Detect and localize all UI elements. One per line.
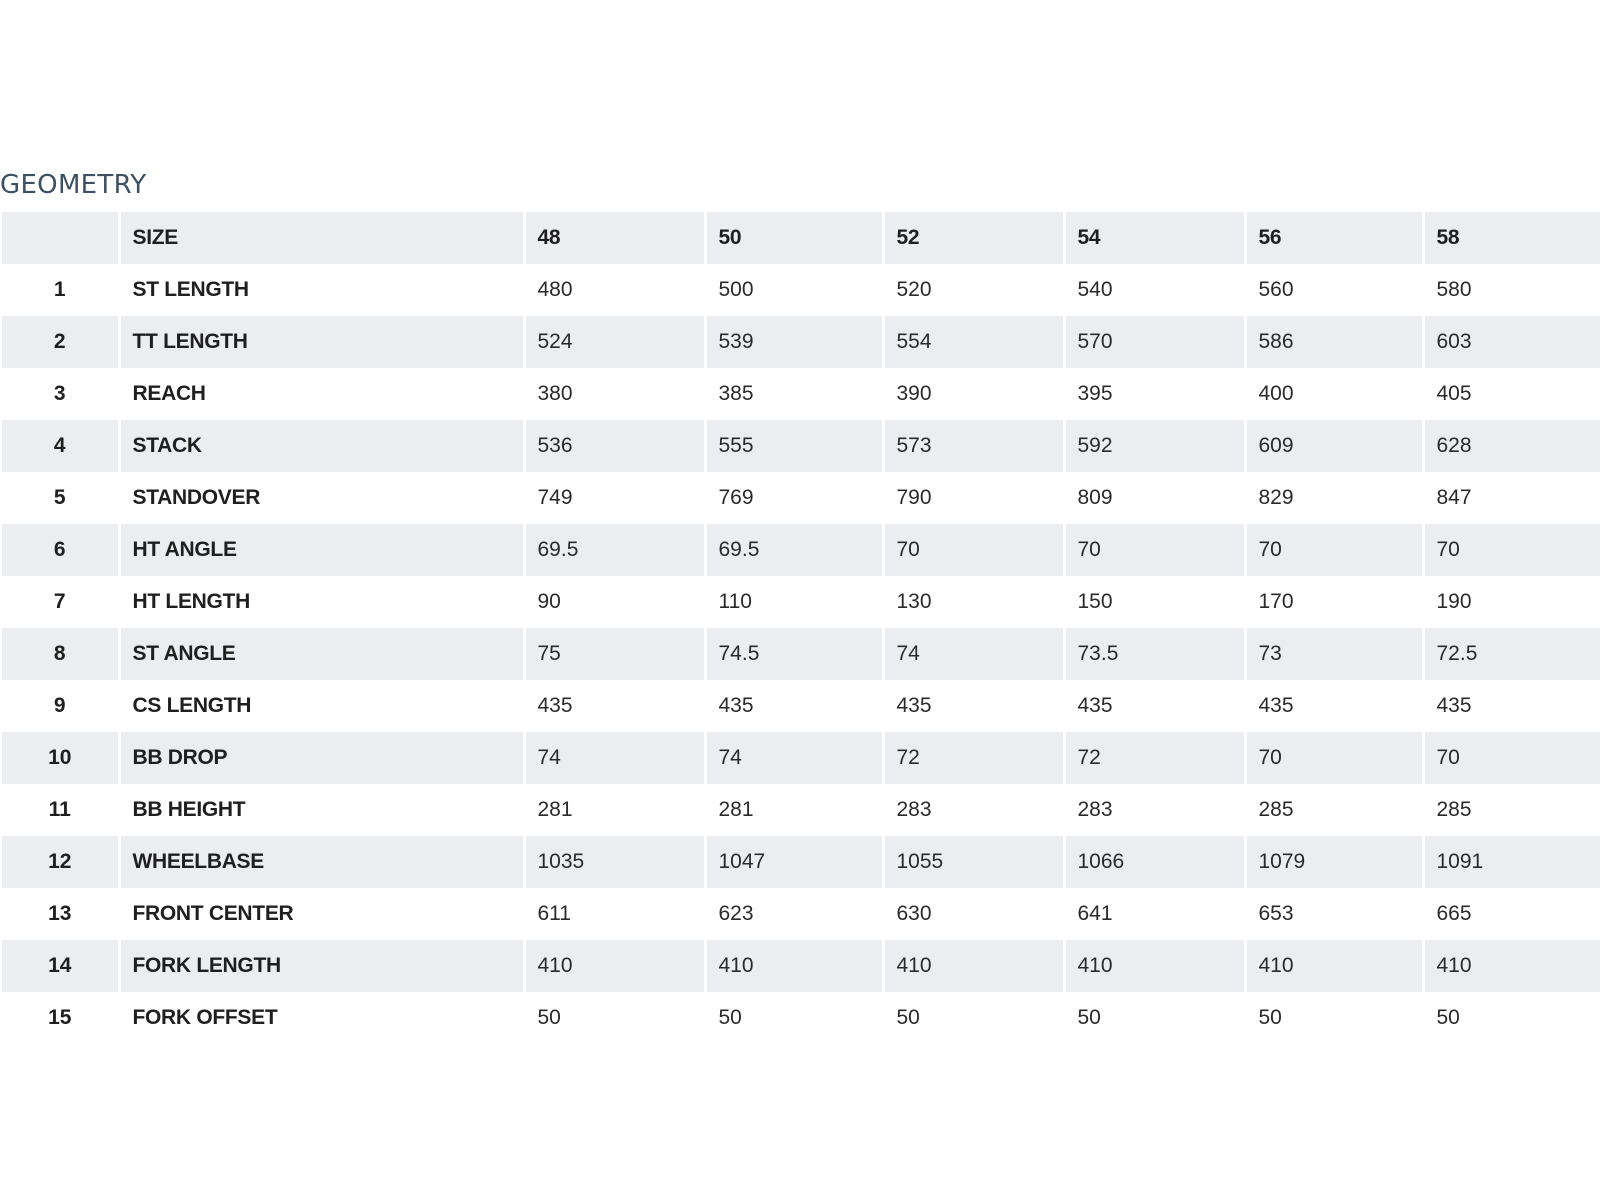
table-row xyxy=(2,316,1600,368)
value-cell-size-54: 592 xyxy=(1064,420,1245,472)
row-label: FORK OFFSET xyxy=(119,992,524,1044)
row-label: ST ANGLE xyxy=(119,628,524,680)
value-cell-size-56: 70 xyxy=(1245,732,1423,784)
value-cell-size-56: 653 xyxy=(1245,888,1423,940)
value-cell-size-52: 130 xyxy=(883,576,1064,628)
table-row xyxy=(2,472,1600,524)
value-cell-size-56: 609 xyxy=(1245,420,1423,472)
header-size-52: 52 xyxy=(883,212,1064,264)
row-label: HT LENGTH xyxy=(119,576,524,628)
table-header-row xyxy=(2,212,1600,264)
value-cell-size-52: 410 xyxy=(883,940,1064,992)
value-cell-size-54: 641 xyxy=(1064,888,1245,940)
table-row xyxy=(2,940,1600,992)
value-cell-size-56: 1079 xyxy=(1245,836,1423,888)
value-cell-size-50: 281 xyxy=(705,784,883,836)
value-cell-size-52: 70 xyxy=(883,524,1064,576)
row-number: 15 xyxy=(2,992,119,1044)
value-cell-size-54: 50 xyxy=(1064,992,1245,1044)
value-cell-size-52: 790 xyxy=(883,472,1064,524)
value-cell-size-50: 769 xyxy=(705,472,883,524)
row-label: FORK LENGTH xyxy=(119,940,524,992)
value-cell-size-50: 74.5 xyxy=(705,628,883,680)
value-cell-size-52: 1055 xyxy=(883,836,1064,888)
value-cell-size-54: 540 xyxy=(1064,264,1245,316)
row-number: 11 xyxy=(2,784,119,836)
value-cell-size-58: 72.5 xyxy=(1423,628,1600,680)
row-number: 4 xyxy=(2,420,119,472)
table-row xyxy=(2,420,1600,472)
value-cell-size-48: 536 xyxy=(524,420,705,472)
value-cell-size-54: 150 xyxy=(1064,576,1245,628)
row-number: 9 xyxy=(2,680,119,732)
table-row xyxy=(2,264,1600,316)
header-index-cell xyxy=(2,212,119,264)
row-number: 8 xyxy=(2,628,119,680)
value-cell-size-52: 72 xyxy=(883,732,1064,784)
value-cell-size-56: 560 xyxy=(1245,264,1423,316)
value-cell-size-58: 1091 xyxy=(1423,836,1600,888)
value-cell-size-50: 623 xyxy=(705,888,883,940)
value-cell-size-52: 283 xyxy=(883,784,1064,836)
value-cell-size-56: 170 xyxy=(1245,576,1423,628)
value-cell-size-48: 611 xyxy=(524,888,705,940)
row-number: 14 xyxy=(2,940,119,992)
value-cell-size-52: 520 xyxy=(883,264,1064,316)
row-number: 3 xyxy=(2,368,119,420)
value-cell-size-54: 570 xyxy=(1064,316,1245,368)
row-label: WHEELBASE xyxy=(119,836,524,888)
value-cell-size-54: 73.5 xyxy=(1064,628,1245,680)
value-cell-size-52: 554 xyxy=(883,316,1064,368)
value-cell-size-50: 69.5 xyxy=(705,524,883,576)
table-row xyxy=(2,680,1600,732)
value-cell-size-48: 435 xyxy=(524,680,705,732)
value-cell-size-56: 400 xyxy=(1245,368,1423,420)
value-cell-size-50: 50 xyxy=(705,992,883,1044)
value-cell-size-48: 1035 xyxy=(524,836,705,888)
value-cell-size-48: 380 xyxy=(524,368,705,420)
value-cell-size-54: 283 xyxy=(1064,784,1245,836)
value-cell-size-52: 573 xyxy=(883,420,1064,472)
value-cell-size-58: 665 xyxy=(1436,902,1472,925)
value-cell-size-56: 410 xyxy=(1245,940,1423,992)
row-label: BB DROP xyxy=(119,732,524,784)
row-number: 1 xyxy=(2,264,119,316)
value-cell-size-58: 628 xyxy=(1423,420,1600,472)
value-cell-size-54: 410 xyxy=(1064,940,1245,992)
value-cell-size-48: 749 xyxy=(524,472,705,524)
value-cell-size-56: 70 xyxy=(1245,524,1423,576)
row-label: HT ANGLE xyxy=(119,524,524,576)
value-cell-size-58: 405 xyxy=(1436,382,1472,405)
value-cell-size-48: 480 xyxy=(524,264,705,316)
value-cell-size-56: 50 xyxy=(1245,992,1423,1044)
row-label: STANDOVER xyxy=(119,472,524,524)
value-cell-size-50: 385 xyxy=(705,368,883,420)
table-row xyxy=(2,888,1600,940)
value-cell-size-54: 809 xyxy=(1064,472,1245,524)
value-cell-size-48: 410 xyxy=(524,940,705,992)
row-label: FRONT CENTER xyxy=(119,888,524,940)
value-cell-size-50: 110 xyxy=(705,576,883,628)
value-cell-size-48: 90 xyxy=(524,576,705,628)
value-cell-size-58: 603 xyxy=(1423,316,1600,368)
value-cell-size-54: 435 xyxy=(1064,680,1245,732)
table-row xyxy=(2,784,1600,836)
value-cell-size-48: 74 xyxy=(524,732,705,784)
value-cell-size-48: 281 xyxy=(524,784,705,836)
row-number: 13 xyxy=(2,888,119,940)
table-row xyxy=(2,628,1600,680)
section-title: GEOMETRY xyxy=(0,170,147,200)
value-cell-size-48: 524 xyxy=(524,316,705,368)
value-cell-size-50: 1047 xyxy=(705,836,883,888)
value-cell-size-58: 190 xyxy=(1436,590,1472,613)
value-cell-size-54: 1066 xyxy=(1064,836,1245,888)
value-cell-size-48: 75 xyxy=(524,628,705,680)
value-cell-size-50: 74 xyxy=(705,732,883,784)
row-number: 12 xyxy=(2,836,119,888)
header-size-48: 48 xyxy=(524,212,705,264)
value-cell-size-58: 580 xyxy=(1436,278,1472,301)
value-cell-size-54: 70 xyxy=(1064,524,1245,576)
value-cell-size-56: 285 xyxy=(1245,784,1423,836)
value-cell-size-50: 539 xyxy=(705,316,883,368)
value-cell-size-50: 410 xyxy=(705,940,883,992)
row-label: BB HEIGHT xyxy=(119,784,524,836)
row-label: ST LENGTH xyxy=(119,264,524,316)
value-cell-size-58: 70 xyxy=(1423,732,1600,784)
value-cell-size-54: 395 xyxy=(1064,368,1245,420)
value-cell-size-48: 50 xyxy=(524,992,705,1044)
value-cell-size-58: 70 xyxy=(1423,524,1600,576)
row-label: REACH xyxy=(119,368,524,420)
table-row xyxy=(2,524,1600,576)
row-number: 10 xyxy=(2,732,119,784)
value-cell-size-58: 50 xyxy=(1436,1006,1460,1029)
value-cell-size-56: 829 xyxy=(1245,472,1423,524)
header-size-56: 56 xyxy=(1245,212,1423,264)
value-cell-size-56: 435 xyxy=(1245,680,1423,732)
table-row xyxy=(2,836,1600,888)
value-cell-size-50: 555 xyxy=(705,420,883,472)
header-size-58: 58 xyxy=(1423,212,1600,264)
value-cell-size-48: 69.5 xyxy=(524,524,705,576)
value-cell-size-52: 74 xyxy=(883,628,1064,680)
value-cell-size-50: 435 xyxy=(705,680,883,732)
header-size-54: 54 xyxy=(1064,212,1245,264)
value-cell-size-56: 73 xyxy=(1245,628,1423,680)
table-row xyxy=(2,576,1600,628)
header-size-50: 50 xyxy=(705,212,883,264)
value-cell-size-50: 500 xyxy=(705,264,883,316)
value-cell-size-58: 410 xyxy=(1423,940,1600,992)
value-cell-size-52: 390 xyxy=(883,368,1064,420)
value-cell-size-58: 847 xyxy=(1436,486,1472,509)
row-number: 2 xyxy=(2,316,119,368)
row-number: 6 xyxy=(2,524,119,576)
geometry-table xyxy=(2,212,1600,1044)
value-cell-size-56: 586 xyxy=(1245,316,1423,368)
value-cell-size-58: 435 xyxy=(1436,694,1472,717)
table-row xyxy=(2,732,1600,784)
row-label: CS LENGTH xyxy=(119,680,524,732)
value-cell-size-52: 435 xyxy=(883,680,1064,732)
row-number: 7 xyxy=(2,576,119,628)
value-cell-size-54: 72 xyxy=(1064,732,1245,784)
table-row xyxy=(2,992,1600,1044)
table-row xyxy=(2,368,1600,420)
header-size-label: SIZE xyxy=(119,212,524,264)
value-cell-size-52: 50 xyxy=(883,992,1064,1044)
row-label: TT LENGTH xyxy=(119,316,524,368)
value-cell-size-52: 630 xyxy=(883,888,1064,940)
row-label: STACK xyxy=(119,420,524,472)
row-number: 5 xyxy=(2,472,119,524)
value-cell-size-58: 285 xyxy=(1436,798,1472,821)
